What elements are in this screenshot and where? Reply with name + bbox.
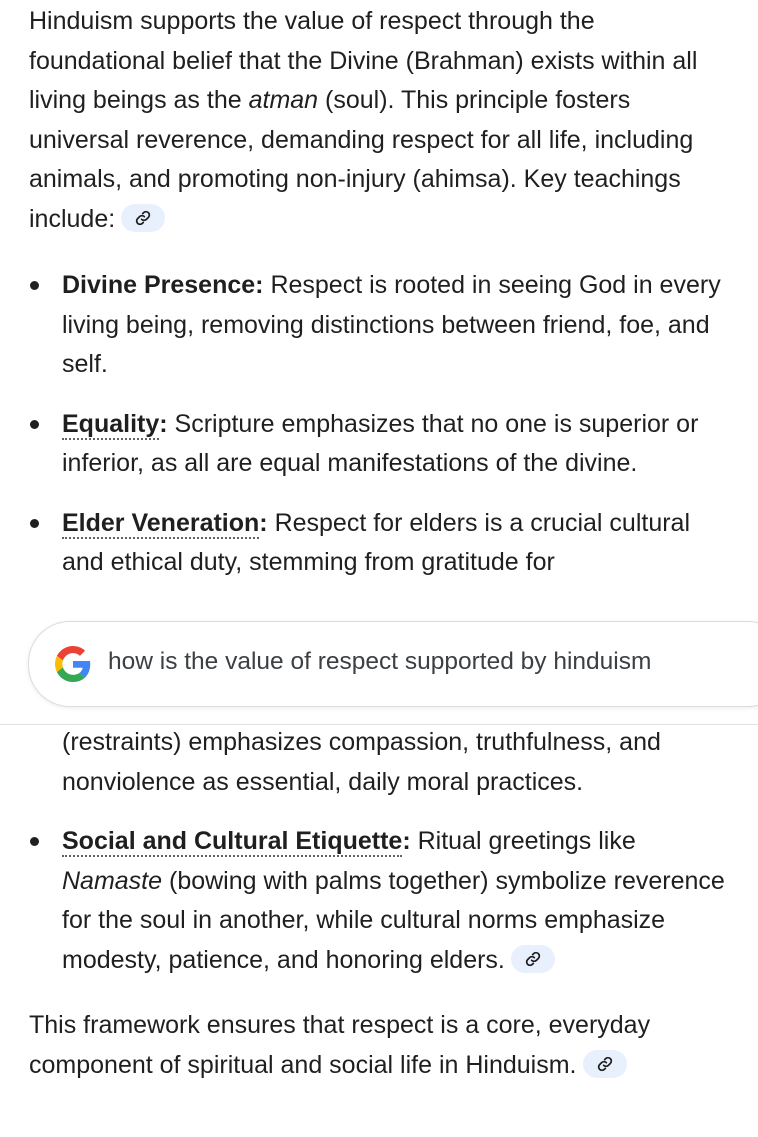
source-link-chip[interactable] [121, 204, 165, 232]
atman-term: atman [248, 86, 319, 114]
bullet-icon [30, 281, 39, 290]
google-g-logo [55, 646, 91, 682]
item-text: Scripture emphasizes that no one is superior or inferior, as all are equal manifestations of the divine. [62, 409, 699, 477]
sticky-search-header [0, 605, 758, 725]
bullet-icon [30, 519, 39, 528]
item-text: Respect is rooted in seeing God in every living being, removing distinctions between friend, foe, and self. [62, 271, 721, 378]
item-text-after: (bowing with palms together) symbolize reverence for the soul in another, while cultural norms emphasize modesty, patience, and honoring elders. [62, 866, 725, 974]
term-divine-presence: Divine Presence: [62, 271, 264, 299]
link-icon [597, 1056, 613, 1072]
list-item [29, 723, 729, 802]
term-equality[interactable]: Equality [62, 409, 160, 438]
intro-text-before: Hinduism supports the value of respect through the foundational belief that the Divine (Brahman) exists within all living beings as the [29, 7, 698, 114]
bullet-icon [30, 420, 39, 429]
bullet-icon [30, 837, 39, 846]
ai-overview-content-continued [29, 723, 729, 1085]
source-link-chip[interactable] [583, 1050, 627, 1078]
intro-text-after: (soul). This principle fosters universal reverence, demanding respect for all life, including animals, and promoting non-injury (ahimsa). Key teachings include: [29, 86, 694, 233]
link-icon [525, 951, 541, 967]
term-colon: : [159, 409, 168, 438]
list-item [29, 405, 729, 484]
item-text: Respect for elders is a crucial cultural and ethical duty, stemming from gratitude for [62, 508, 691, 576]
search-query[interactable]: how is the value of respect supported by hinduism [108, 648, 652, 675]
teachings-list-continued [29, 723, 729, 980]
term-colon: : [259, 508, 268, 537]
teachings-list [29, 266, 729, 583]
ai-overview-content [29, 0, 729, 583]
closing-paragraph [29, 1006, 729, 1085]
closing-text: This framework ensures that respect is a core, everyday component of spiritual and social life in Hinduism. [29, 1011, 651, 1079]
list-item [29, 504, 729, 583]
term-elder-veneration[interactable]: Elder Veneration [62, 508, 260, 537]
list-item [29, 822, 729, 980]
term-social-cultural-etiquette[interactable]: Social and Cultural Etiquette [62, 827, 403, 855]
item-text-before: Ritual greetings like [410, 827, 636, 855]
namaste-term: Namaste [62, 866, 163, 895]
search-bar[interactable] [28, 621, 758, 707]
item-text: (restraints) emphasizes compassion, truthfulness, and nonviolence as essential, daily moral practices. [62, 728, 661, 796]
source-link-chip[interactable] [511, 945, 555, 973]
intro-paragraph [29, 0, 729, 239]
list-item [29, 266, 729, 385]
term-colon: : [402, 827, 411, 855]
link-icon [135, 210, 151, 226]
